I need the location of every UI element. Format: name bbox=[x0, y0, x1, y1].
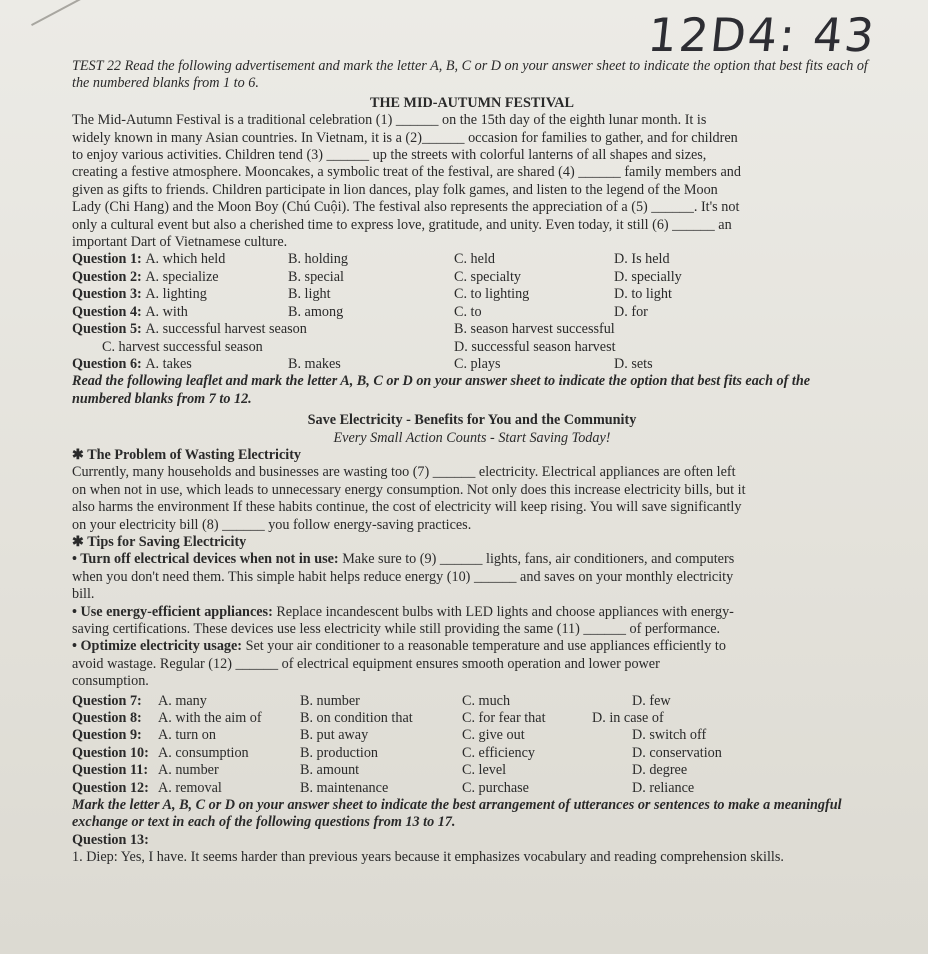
passage1-line: to enjoy various activities. Children tend (3) ______ up the streets with colorful lanterns of all shapes and sizes, bbox=[72, 147, 707, 164]
tip-1 bbox=[72, 551, 872, 603]
bullet-dot-icon: • bbox=[72, 603, 81, 620]
option-d[interactable]: D. Is held bbox=[614, 251, 670, 268]
question-row bbox=[72, 321, 872, 338]
question-row bbox=[72, 727, 872, 744]
option-c[interactable]: C. for fear that bbox=[462, 710, 546, 727]
option-a[interactable]: A. consumption bbox=[158, 744, 249, 761]
option-d[interactable]: D. reliance bbox=[632, 779, 695, 796]
problem-body bbox=[72, 464, 872, 534]
problem-heading: ✱ The Problem of Wasting Electricity bbox=[72, 446, 302, 463]
option-d[interactable]: D. conservation bbox=[632, 744, 722, 761]
option-d[interactable]: D. sets bbox=[614, 355, 653, 372]
option-d[interactable]: D. few bbox=[632, 692, 671, 709]
option-b[interactable]: B. among bbox=[288, 303, 344, 320]
question-label: Question 9: bbox=[72, 727, 142, 744]
tip-2 bbox=[72, 604, 872, 639]
tip-3-text: Set your air conditioner to a reasonable temperature and use appliances efficiently to bbox=[242, 638, 726, 655]
option-b[interactable]: B. amount bbox=[300, 762, 360, 779]
option-d[interactable]: D. specially bbox=[614, 268, 682, 285]
option-b[interactable]: B. put away bbox=[300, 727, 369, 744]
option-b[interactable]: B. light bbox=[288, 286, 331, 303]
handwritten-note: 12D4: 43 bbox=[645, 8, 879, 62]
option-b[interactable]: B. holding bbox=[288, 251, 348, 268]
leaflet-subtitle: Every Small Action Counts - Start Saving Today! bbox=[333, 429, 611, 446]
question-row bbox=[72, 710, 872, 727]
question-label: Question 7: bbox=[72, 692, 142, 709]
option-c[interactable]: C. to bbox=[454, 303, 482, 320]
option-d[interactable]: D. degree bbox=[632, 762, 688, 779]
passage1-title: THE MID-AUTUMN FESTIVAL bbox=[370, 94, 574, 111]
option-d[interactable]: D. in case of bbox=[592, 710, 664, 727]
question-label: Question 4: bbox=[72, 303, 142, 320]
option-a[interactable]: A. successful harvest season bbox=[145, 321, 307, 338]
option-a[interactable]: A. with the aim of bbox=[158, 710, 262, 727]
tip-3-heading: Optimize electricity usage: bbox=[80, 638, 243, 655]
option-b[interactable]: B. special bbox=[288, 268, 344, 285]
question-label: Question 5: bbox=[72, 321, 142, 338]
option-c[interactable]: C. harvest successful season bbox=[102, 338, 263, 355]
tip-1-line: bill. bbox=[72, 586, 95, 603]
option-c[interactable]: C. to lighting bbox=[454, 286, 530, 303]
question-row bbox=[72, 780, 872, 797]
problem-line: Currently, many households and businesses are wasting too (7) ______ electricity. Electrical appliances are often left bbox=[72, 464, 736, 481]
option-c[interactable]: C. plays bbox=[454, 355, 501, 372]
passage1-line: only a cultural event but also a cherished time to express love, gratitude, and unity. Even today, it still (6) ______ an bbox=[72, 216, 732, 233]
passage1-line: The Mid-Autumn Festival is a traditional celebration (1) ______ on the 15th day of the eighth lunar month. It is bbox=[72, 112, 707, 129]
tips-heading: ✱ Tips for Saving Electricity bbox=[72, 533, 247, 550]
passage1-line: widely known in many Asian countries. In Vietnam, it is a (2)______ occasion for families to gather, and for children bbox=[72, 129, 738, 146]
question-13-line: 1. Diep: Yes, I have. It seems harder than previous years because it emphasizes vocabulary and reading comprehension skills. bbox=[72, 849, 784, 866]
option-a[interactable]: A. lighting bbox=[145, 286, 207, 303]
question-label: Question 2: bbox=[72, 268, 142, 285]
tip-3 bbox=[72, 638, 872, 690]
tip-1-text: Make sure to (9) ______ lights, fans, air conditioners, and computers bbox=[338, 551, 735, 568]
option-c[interactable]: C. give out bbox=[462, 727, 525, 744]
option-d[interactable]: D. for bbox=[614, 303, 648, 320]
option-a[interactable]: A. takes bbox=[145, 355, 192, 372]
bullet-dot-icon: • bbox=[72, 551, 81, 568]
option-c[interactable]: C. efficiency bbox=[462, 744, 536, 761]
question-row bbox=[72, 693, 872, 710]
problem-line: on your electricity bill (8) ______ you follow energy-saving practices. bbox=[72, 516, 472, 533]
option-c[interactable]: C. specialty bbox=[454, 268, 521, 285]
question-row bbox=[72, 304, 872, 321]
option-a[interactable]: A. turn on bbox=[158, 727, 216, 744]
question-row bbox=[72, 339, 872, 356]
question-label: Question 10: bbox=[72, 744, 149, 761]
option-b[interactable]: B. on condition that bbox=[300, 710, 413, 727]
tip-2-text: Replace incandescent bulbs with LED lights and choose appliances with energy- bbox=[272, 603, 734, 620]
instruction-13-17: Mark the letter A, B, C or D on your answer sheet to indicate the best arrangement of utterances or sentences to make a meaningful exchange or text in each of the following questions from 13 to 17. bbox=[72, 797, 842, 831]
option-a[interactable]: A. specialize bbox=[145, 268, 219, 285]
tip-1-heading: Turn off electrical devices when not in use: bbox=[80, 551, 339, 568]
tip-2-heading: Use energy-efficient appliances: bbox=[80, 603, 273, 620]
question-label: Question 3: bbox=[72, 286, 142, 303]
option-c[interactable]: C. much bbox=[462, 692, 511, 709]
option-d[interactable]: D. successful season harvest bbox=[454, 338, 616, 355]
question-label: Question 1: bbox=[72, 251, 142, 268]
option-d[interactable]: D. to light bbox=[614, 286, 672, 303]
instruction-7-12: Read the following leaflet and mark the letter A, B, C or D on your answer sheet to indicate the option that best fits each of the numbered blanks from 7 to 12. bbox=[72, 373, 811, 407]
option-b[interactable]: B. number bbox=[300, 692, 360, 709]
leaflet-title: Save Electricity - Benefits for You and the Community bbox=[307, 412, 637, 429]
question-label: Question 6: bbox=[72, 355, 142, 372]
tip-3-line: avoid wastage. Regular (12) ______ of electrical equipment ensures smooth operation and lower power bbox=[72, 655, 660, 672]
option-a[interactable]: A. which held bbox=[145, 251, 226, 268]
option-a[interactable]: A. removal bbox=[158, 779, 222, 796]
option-a[interactable]: A. many bbox=[158, 692, 207, 709]
bullet-icon: ✱ bbox=[72, 533, 88, 550]
question-row bbox=[72, 269, 872, 286]
bullet-icon: ✱ bbox=[72, 446, 88, 463]
tip-3-line: consumption. bbox=[72, 673, 149, 690]
option-b[interactable]: B. season harvest successful bbox=[454, 321, 615, 338]
question-label: Question 12: bbox=[72, 779, 149, 796]
question-row bbox=[72, 286, 872, 303]
passage1-body bbox=[72, 112, 872, 251]
test-heading: TEST 22 Read the following advertisement and mark the letter A, B, C or D on your answer sheet to indicate the option that best fits each of the numbered blanks from 1 to 6. bbox=[72, 58, 868, 92]
question-label: Question 8: bbox=[72, 710, 142, 727]
tip-1-line: when you don't need them. This simple habit helps reduce energy (10) ______ and saves on your monthly electricity bbox=[72, 568, 734, 585]
bullet-dot-icon: • bbox=[72, 638, 81, 655]
option-b[interactable]: B. makes bbox=[288, 355, 341, 372]
question-label: Question 11: bbox=[72, 762, 149, 779]
option-b[interactable]: B. maintenance bbox=[300, 779, 389, 796]
option-d[interactable]: D. switch off bbox=[632, 727, 707, 744]
question-row bbox=[72, 356, 872, 373]
question-row bbox=[72, 251, 872, 268]
option-c[interactable]: C. purchase bbox=[462, 779, 529, 796]
pen-mark bbox=[31, 0, 85, 26]
option-b[interactable]: B. production bbox=[300, 744, 379, 761]
questions-1-4 bbox=[72, 251, 872, 373]
option-c[interactable]: C. level bbox=[462, 762, 507, 779]
option-a[interactable]: A. with bbox=[145, 303, 188, 320]
worksheet-content bbox=[72, 58, 872, 867]
question-row bbox=[72, 762, 872, 779]
option-c[interactable]: C. held bbox=[454, 251, 495, 268]
passage1-line: creating a festive atmosphere. Mooncakes, a symbolic treat of the festival, are shared (4) ______ family members and bbox=[72, 164, 741, 181]
question-13-label: Question 13: bbox=[72, 831, 149, 848]
passage1-line: Lady (Chi Hang) and the Moon Boy (Chú Cuội). The festival also represents the appreciation of a (5) ______. It's not bbox=[72, 199, 740, 216]
option-a[interactable]: A. number bbox=[158, 762, 219, 779]
questions-7-12 bbox=[72, 693, 872, 797]
question-row bbox=[72, 745, 872, 762]
problem-line: on when not in use, which leads to unnecessary energy consumption. Not only does this increase electricity bills, but it bbox=[72, 481, 746, 498]
problem-line: also harms the environment If these habits continue, the cost of electricity will keep rising. You will save significantly bbox=[72, 499, 742, 516]
passage1-line: given as gifts to friends. Children participate in lion dances, play folk games, and listen to the legend of the Moon bbox=[72, 181, 718, 198]
tip-2-line: saving certifications. These devices use less electricity while still providing the same (11) ______ of performance. bbox=[72, 621, 721, 637]
passage1-line: important Dart of Vietnamese culture. bbox=[72, 234, 288, 251]
